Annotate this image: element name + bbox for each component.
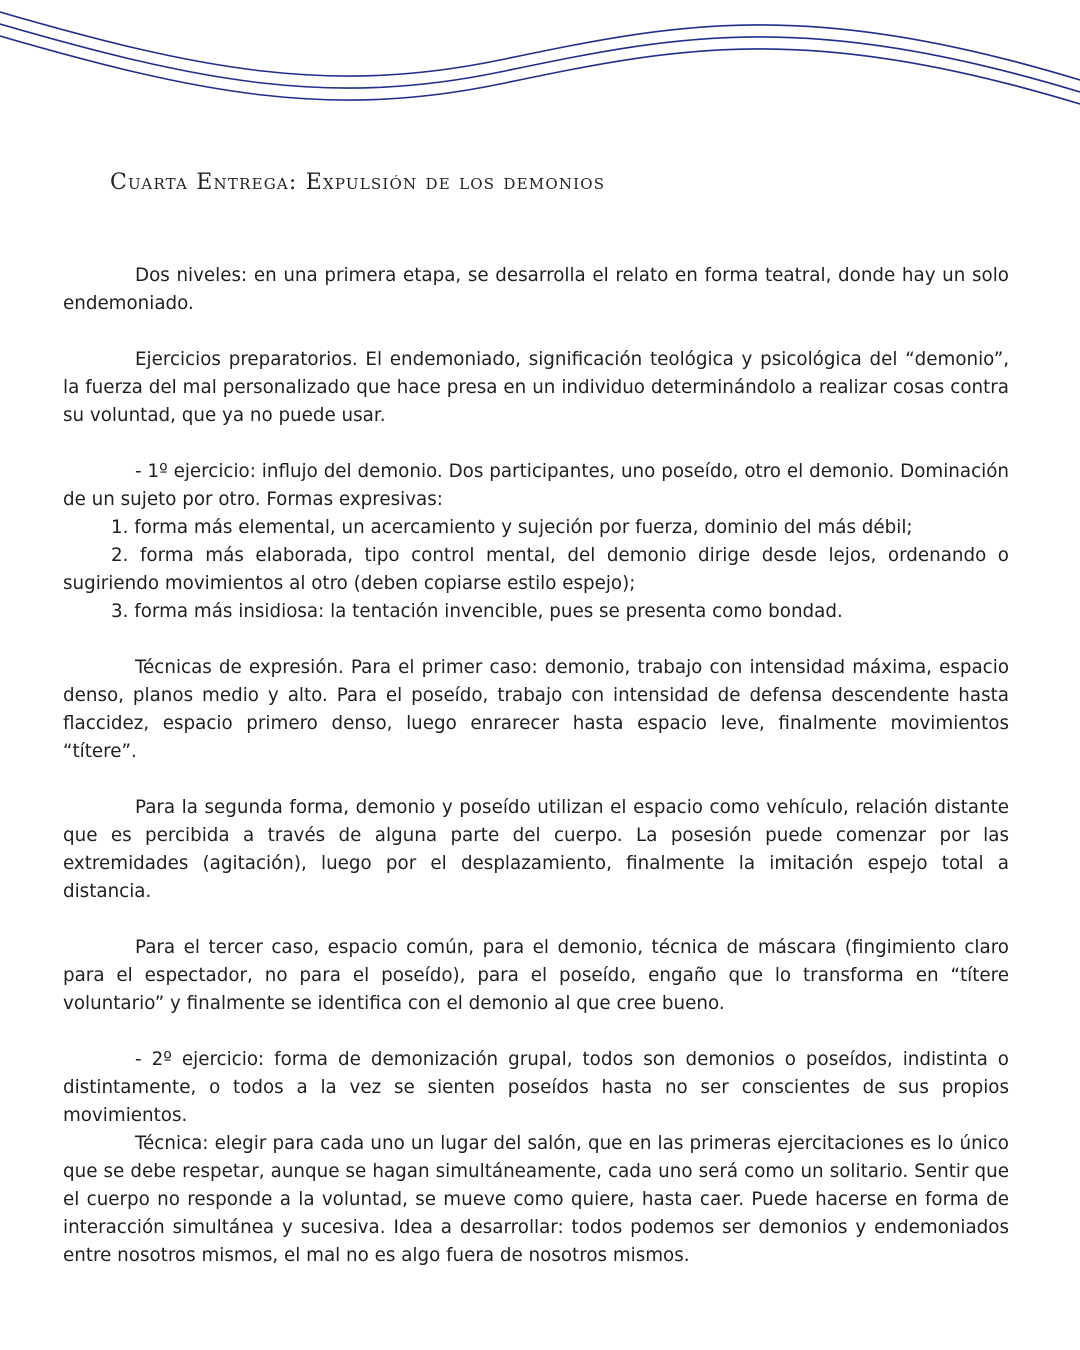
paragraph-tecnica: Técnica: elegir para cada uno un lugar del salón, que en las primeras ejercitaciones es lo único que se debe respetar, aunque se hagan simultáneamente, cada uno será como un solitario. Sentir que el cuerpo no responde a la voluntad, se mueve como quiere, hasta caer. Puede hacerse en forma de interacción simultánea y sucesiva. Idea a desarrollar: todos podemos ser demonios y endemoniados entre nosotros mismos, el mal no es algo fuera de nosotros mismos.: [63, 1133, 1009, 1266]
decorative-wave-lines: [0, 0, 1080, 130]
paragraph-spacer: [63, 766, 1009, 794]
page-title: Cuarta Entrega: Expulsión de los demonios: [110, 170, 606, 195]
paragraph-spacer: [63, 318, 1009, 346]
paragraph-spacer: [63, 906, 1009, 934]
list-item-forma-3: 3. forma más insidiosa: la tentación invencible, pues se presenta como bondad.: [111, 601, 843, 622]
paragraph-spacer: [63, 430, 1009, 458]
paragraph-tecnicas-expresion: Técnicas de expresión. Para el primer caso: demonio, trabajo con intensidad máxima, espacio denso, planos medio y alto. Para el poseído, trabajo con intensidad de defensa descendente hasta flaccidez, espacio primero denso, luego enrarecer hasta espacio leve, finalmente movimientos “títere”.: [63, 657, 1009, 762]
wave-line-3: [0, 36, 1080, 104]
paragraph-ejercicio-2: - 2º ejercicio: forma de demonización grupal, todos son demonios o poseídos, indistinta o distintamente, o todos a la vez se sienten poseídos hasta no ser conscientes de sus propios movimientos.: [63, 1049, 1009, 1126]
list-item-forma-2: 2. forma más elaborada, tipo control mental, del demonio dirige desde lejos, ordenando o sugiriendo movimientos al otro (deben copiarse estilo espejo);: [63, 545, 1009, 594]
paragraph-ejercicio-1: - 1º ejercicio: influjo del demonio. Dos participantes, uno poseído, otro el demonio. Dominación de un sujeto por otro. Formas expresivas:: [63, 461, 1009, 510]
wave-line-1: [0, 12, 1080, 80]
list-item-forma-1: 1. forma más elemental, un acercamiento y sujeción por fuerza, dominio del más débil;: [111, 517, 913, 538]
document-body: [63, 262, 1009, 1270]
paragraph-intro: Dos niveles: en una primera etapa, se desarrolla el relato en forma teatral, donde hay un solo endemoniado.: [63, 265, 1009, 314]
paragraph-spacer: [63, 626, 1009, 654]
paragraph-spacer: [63, 1018, 1009, 1046]
paragraph-ejercicios-preparatorios: Ejercicios preparatorios. El endemoniado, significación teológica y psicológica del “demonio”, la fuerza del mal personalizado que hace presa en un individuo determinándolo a realizar cosas contra su voluntad, que ya no puede usar.: [63, 349, 1009, 426]
wave-line-2: [0, 24, 1080, 92]
paragraph-segunda-forma: Para la segunda forma, demonio y poseído utilizan el espacio como vehículo, relación distante que es percibida a través de alguna parte del cuerpo. La posesión puede comenzar por las extremidades (agitación), luego por el desplazamiento, finalmente la imitación espejo total a distancia.: [63, 797, 1009, 902]
paragraph-tercer-caso: Para el tercer caso, espacio común, para el demonio, técnica de máscara (fingimiento claro para el espectador, no para el poseído), para el poseído, engaño que lo transforma en “títere voluntario” y finalmente se identifica con el demonio al que cree bueno.: [63, 937, 1009, 1014]
